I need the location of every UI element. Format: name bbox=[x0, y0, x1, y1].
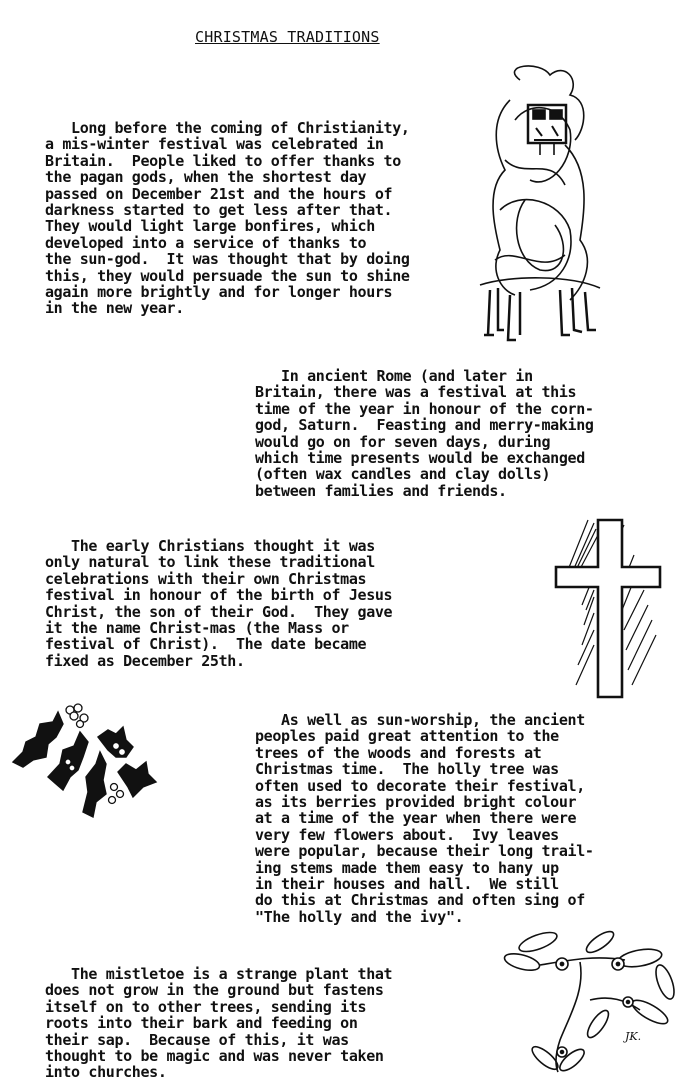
paragraph-ancient-rome: In ancient Rome (and later in Britain, there was a festival at this time of the year in honour of the corn- god, Saturn. Feasting and merry-making would go on for seven days, during which time presents would be exchanged (often wax candles and clay dolls) between families and friends. bbox=[255, 367, 594, 500]
paragraph-mistletoe: The mistletoe is a strange plant that does not grow in the ground but fastens itself on to other trees, sending its roots into their bark and feeding on their sap. Because of this, it was thought to be magic and was never taken into churches. bbox=[45, 965, 393, 1081]
page-title: CHRISTMAS TRADITIONS bbox=[195, 28, 380, 46]
paragraph-holly-ivy: As well as sun-worship, the ancient peoples paid great attention to the trees of the woods and forests at Christmas time. The holly tree was often used to decorate their festival, as its berries provided bright colour at a time of the year when there were very few flowers about. Ivy leaves were popular, because their long trail- ing stems made them easy to hany up in their houses and hall. We still do this at Christmas and often sing of "The holly and the ivy". bbox=[255, 711, 594, 926]
paragraph-midwinter-festival: Long before the coming of Christianity, a mis-winter festival was celebrated in Britain. People liked to offer thanks to the pagan gods, when the shortest day passed on December 21st and the hours of darkness started to get less after that. They would light large bonfires, which developed into a service of thanks to the sun-god. It was thought that by doing this, they would persuade the sun to shine again more brightly and for longer hours in the new year. bbox=[45, 119, 410, 318]
illustrator-initials: JK. bbox=[625, 1030, 642, 1043]
paragraph-early-christians: The early Christians thought it was only natural to link these traditional celebrations with their own Christmas festival in honour of the birth of Jesus Christ, the son of their God. They gave it the name Christ-mas (the Mass or festival of Christ). The date became fixed as December 25th. bbox=[45, 537, 393, 670]
sun-god-drawing bbox=[470, 60, 610, 350]
mistletoe-drawing bbox=[500, 930, 685, 1075]
cross-drawing bbox=[548, 515, 668, 700]
holly-drawing bbox=[8, 702, 158, 827]
